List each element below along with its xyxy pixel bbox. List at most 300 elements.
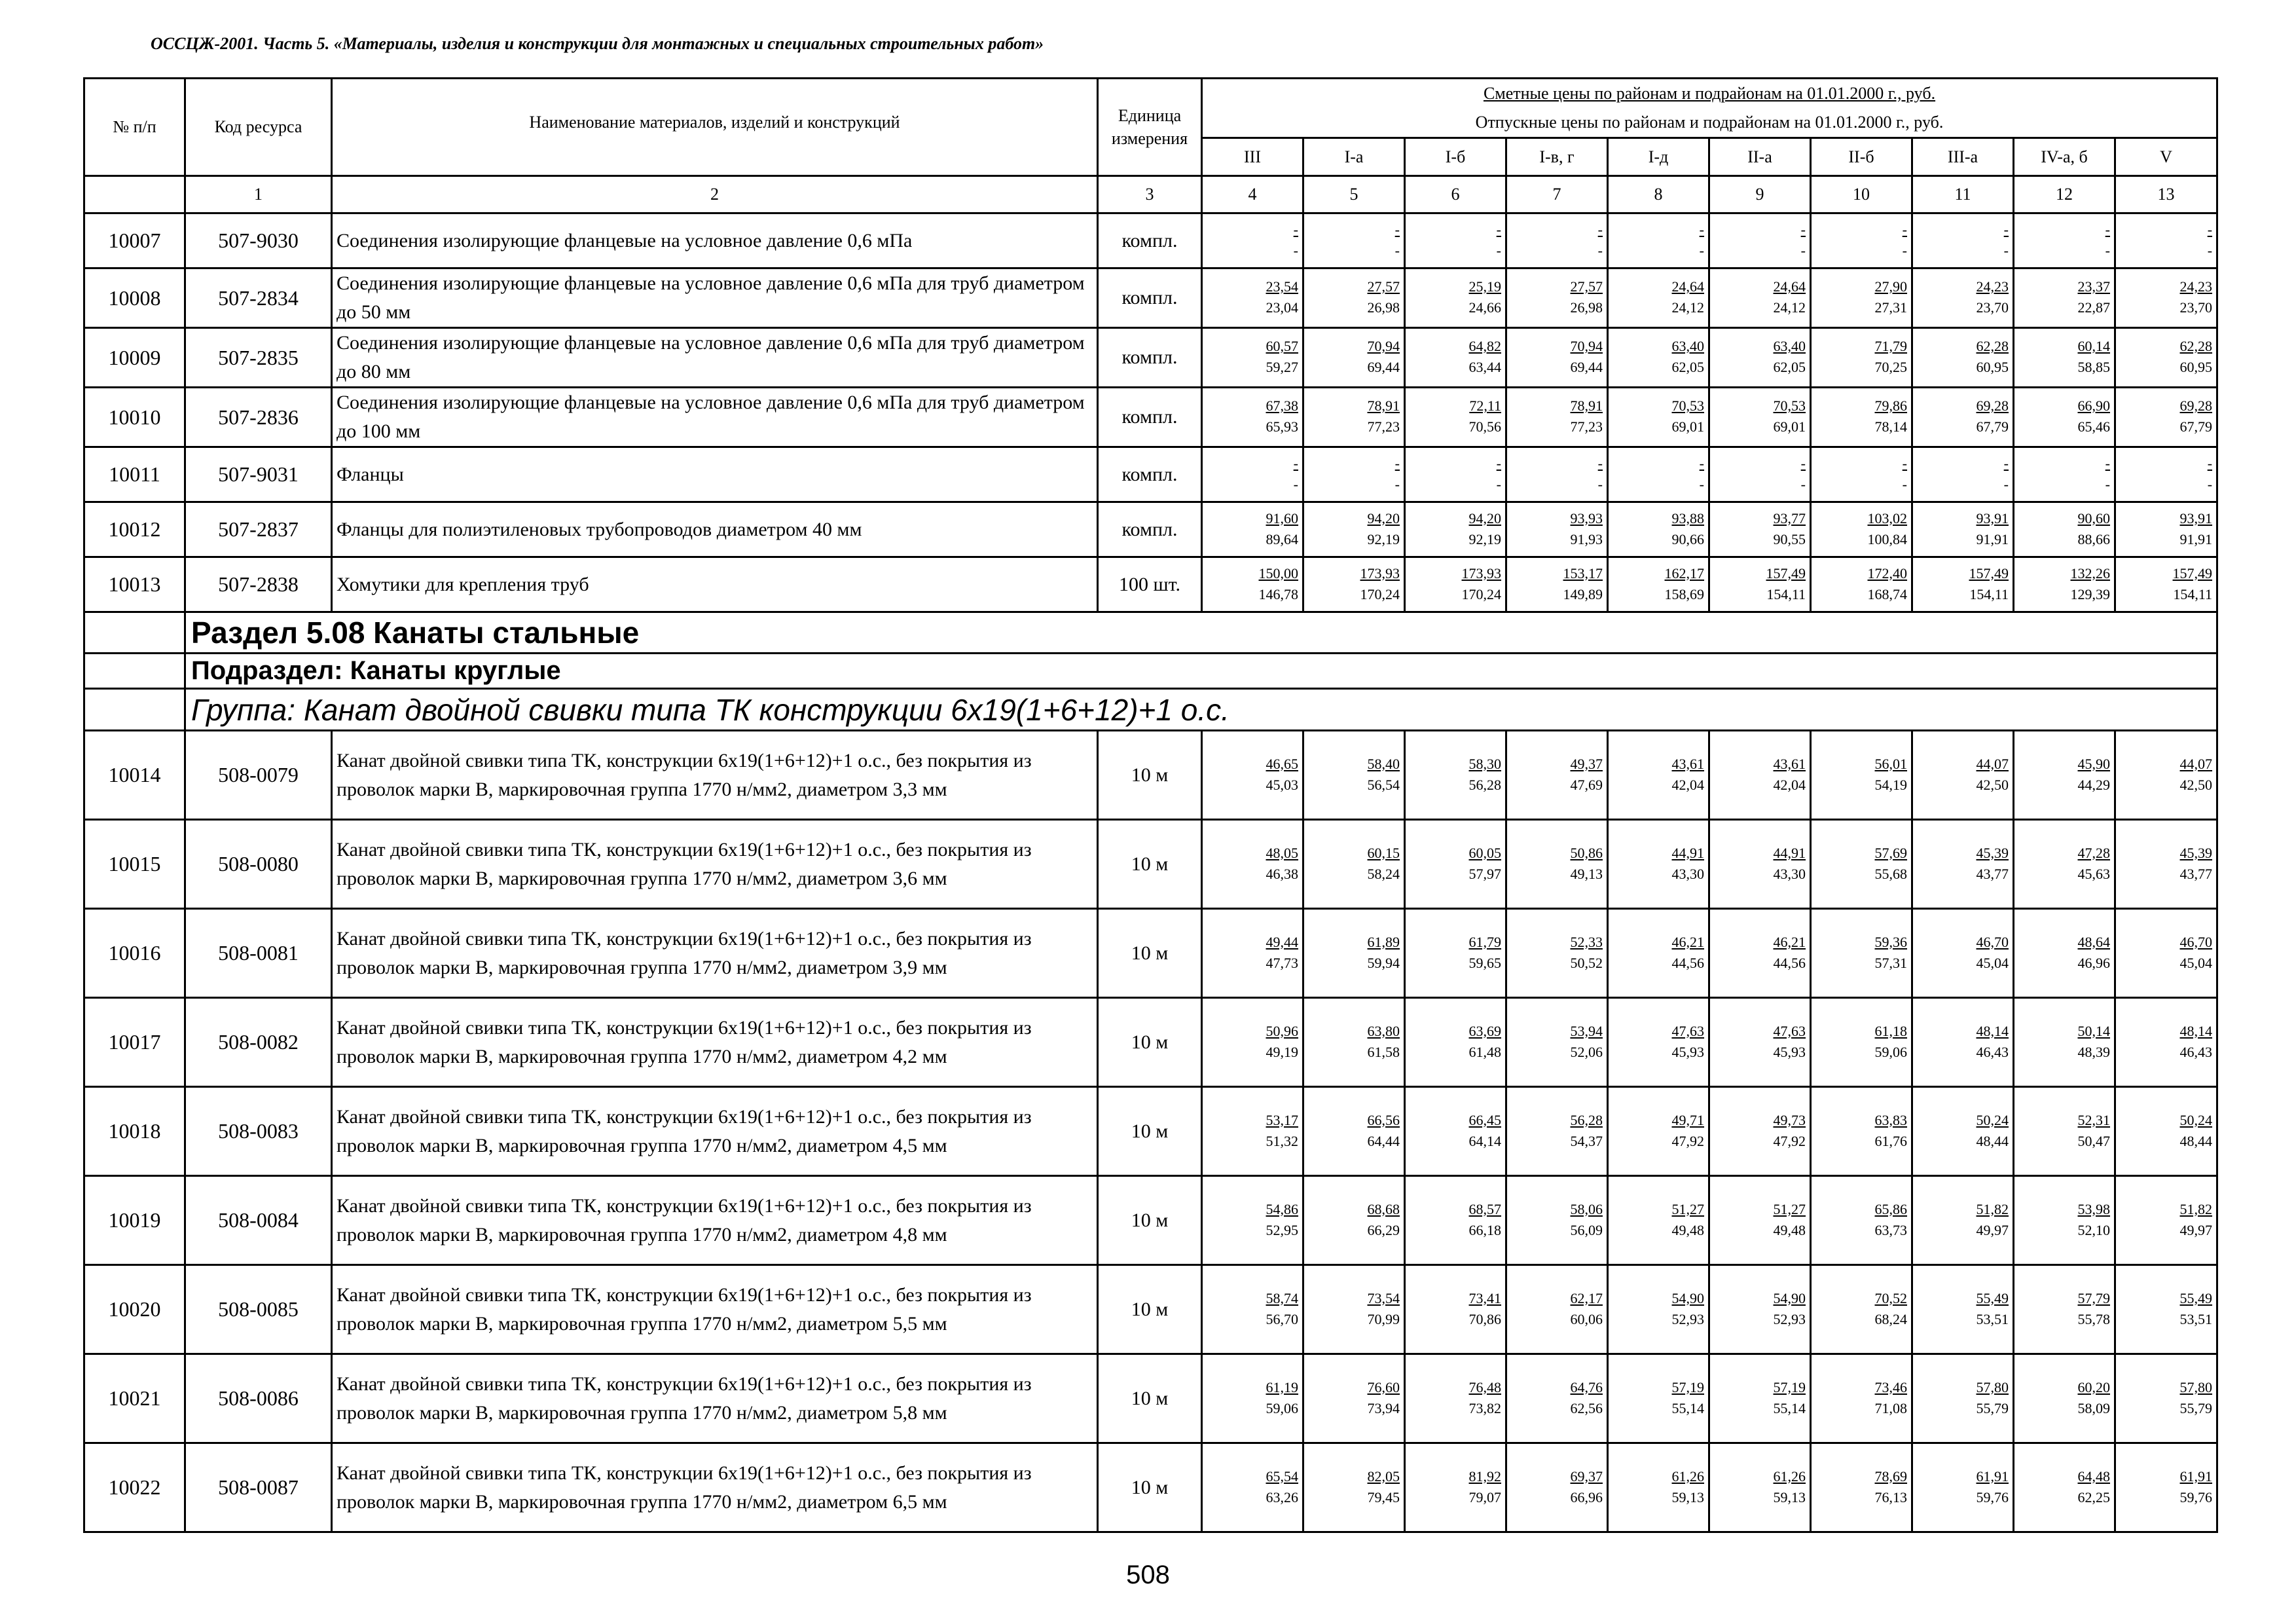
release-price: 70,25 [1874, 359, 1907, 375]
resource-code: 507-2834 [185, 268, 332, 328]
column-number: 5 [1303, 176, 1405, 213]
release-price: 43,77 [2179, 865, 2213, 882]
price-cell [1608, 502, 1709, 557]
release-price: 23,70 [2179, 299, 2213, 316]
release-price: 55,14 [1773, 1399, 1806, 1416]
release-price: 26,98 [1367, 299, 1400, 316]
estimate-price: 132,26 [2070, 564, 2110, 581]
price-cell [2115, 1443, 2217, 1532]
resource-code: 508-0082 [185, 998, 332, 1087]
release-price: - [1597, 475, 1603, 492]
price-cell [1811, 328, 1912, 388]
unit-of-measure: 10 м [1098, 820, 1202, 909]
price-cell [1608, 557, 1709, 612]
price-cell [1202, 268, 1303, 328]
release-price: 49,97 [1976, 1221, 2009, 1238]
release-price: 63,26 [1266, 1488, 1298, 1505]
release-price: 48,39 [2077, 1043, 2110, 1060]
estimate-price: 71,79 [1874, 338, 1907, 354]
release-price: 64,44 [1367, 1132, 1400, 1149]
column-number: 6 [1405, 176, 1506, 213]
estimate-price: 61,18 [1874, 1022, 1907, 1039]
estimate-price: 58,74 [1266, 1289, 1298, 1306]
unit-of-measure: 10 м [1098, 909, 1202, 998]
column-number: 11 [1912, 176, 2014, 213]
material-name: Соединения изолирующие фланцевые на условное давление 0,6 мПа [332, 213, 1098, 268]
price-cell [2014, 213, 2115, 268]
estimate-price: 68,57 [1468, 1200, 1501, 1217]
price-cell [1506, 328, 1608, 388]
release-price: 56,28 [1468, 776, 1501, 793]
price-cell [2115, 1176, 2217, 1265]
release-price: 58,24 [1367, 865, 1400, 882]
estimate-price: 68,68 [1367, 1200, 1400, 1217]
estimate-price: 50,96 [1266, 1022, 1298, 1039]
estimate-price: 157,49 [1766, 564, 1806, 581]
estimate-price: 63,69 [1468, 1022, 1501, 1039]
column-number: 9 [1709, 176, 1811, 213]
price-cell [1709, 1443, 1811, 1532]
release-price: - [1699, 475, 1704, 492]
row-number: 10022 [84, 1443, 185, 1532]
price-cell [2014, 998, 2115, 1087]
resource-code: 507-9031 [185, 447, 332, 502]
unit-of-measure: компл. [1098, 268, 1202, 328]
estimate-price: 64,76 [1570, 1378, 1603, 1395]
resource-code: 507-2837 [185, 502, 332, 557]
release-price: 61,48 [1468, 1043, 1501, 1060]
price-cell [1811, 1443, 1912, 1532]
release-price: 73,94 [1367, 1399, 1400, 1416]
resource-code: 508-0080 [185, 820, 332, 909]
price-cell [1709, 388, 1811, 447]
release-price: 62,25 [2077, 1488, 2110, 1505]
price-cell [1202, 328, 1303, 388]
release-price: - [2003, 475, 2009, 492]
release-price: 67,79 [1976, 418, 2009, 435]
estimate-price: 69,28 [2179, 397, 2213, 414]
release-price: - [1699, 242, 1704, 259]
row-number: 10018 [84, 1087, 185, 1176]
release-price: 55,78 [2077, 1310, 2110, 1327]
region-header: I-в, г [1506, 138, 1608, 176]
estimate-price: - [1496, 454, 1501, 471]
price-cell [1303, 447, 1405, 502]
estimate-price: 49,73 [1773, 1111, 1806, 1128]
release-price: 44,29 [2077, 776, 2110, 793]
release-price: 52,95 [1266, 1221, 1298, 1238]
region-header: I-б [1405, 138, 1506, 176]
release-price: 61,76 [1874, 1132, 1907, 1149]
estimate-price: 153,17 [1563, 564, 1603, 581]
price-cell [1202, 447, 1303, 502]
estimate-price: 64,48 [2077, 1467, 2110, 1485]
header-prices-estimate: Сметные цены по районам и подрайонам на 01.01.2000 г., руб. [1483, 84, 1936, 103]
estimate-price: - [1394, 454, 1400, 471]
resource-code: 507-9030 [185, 213, 332, 268]
release-price: - [2003, 242, 2009, 259]
material-name: Канат двойной свивки типа ТК, конструкции 6х19(1+6+12)+1 о.с., без покрытия из проволок марки В, маркировочная группа 1770 н/мм2, диаметром 3,6 мм [332, 820, 1098, 909]
estimate-price: 61,91 [2179, 1467, 2213, 1485]
column-number: 4 [1202, 176, 1303, 213]
table-row [84, 328, 2217, 388]
material-name: Канат двойной свивки типа ТК, конструкции 6х19(1+6+12)+1 о.с., без покрытия из проволок марки В, маркировочная группа 1770 н/мм2, диаметром 5,5 мм [332, 1265, 1098, 1354]
price-cell [1303, 268, 1405, 328]
price-cell [1405, 1354, 1506, 1443]
estimate-price: 61,79 [1468, 933, 1501, 950]
price-cell [1608, 1265, 1709, 1354]
price-cell [1608, 1443, 1709, 1532]
release-price: 63,73 [1874, 1221, 1907, 1238]
estimate-price: 62,17 [1570, 1289, 1603, 1306]
price-cell [1811, 731, 1912, 820]
release-price: 59,76 [2179, 1488, 2213, 1505]
unit-of-measure: 10 м [1098, 998, 1202, 1087]
estimate-price: 24,64 [1773, 278, 1806, 295]
price-cell [2014, 1443, 2115, 1532]
price-cell [1405, 447, 1506, 502]
resource-code: 508-0084 [185, 1176, 332, 1265]
estimate-price: 79,86 [1874, 397, 1907, 414]
price-cell [1608, 1354, 1709, 1443]
release-price: - [1293, 242, 1298, 259]
price-cell [1303, 909, 1405, 998]
release-price: 79,07 [1468, 1488, 1501, 1505]
table-row [84, 998, 2217, 1087]
estimate-price: 61,26 [1773, 1467, 1806, 1485]
release-price: 26,98 [1570, 299, 1603, 316]
release-price: 91,91 [1976, 530, 2009, 547]
release-price: 65,93 [1266, 418, 1298, 435]
price-cell [1912, 820, 2014, 909]
band-blank-cell [84, 654, 185, 689]
estimate-price: 62,28 [1976, 338, 2009, 354]
release-price: 55,79 [2179, 1399, 2213, 1416]
release-price: 168,74 [1867, 585, 1907, 602]
estimate-price: 54,90 [1773, 1289, 1806, 1306]
price-cell [1303, 1354, 1405, 1443]
material-name: Соединения изолирующие фланцевые на условное давление 0,6 мПа для труб диаметром до 100 мм [332, 388, 1098, 447]
release-price: 58,85 [2077, 359, 2110, 375]
region-header: I-а [1303, 138, 1405, 176]
estimate-price: - [1597, 221, 1603, 238]
estimate-price: 78,91 [1367, 397, 1400, 414]
release-price: 42,04 [1671, 776, 1704, 793]
region-header: II-а [1709, 138, 1811, 176]
row-number: 10012 [84, 502, 185, 557]
estimate-price: 60,15 [1367, 844, 1400, 861]
material-name: Соединения изолирующие фланцевые на условное давление 0,6 мПа для труб диаметром до 50 мм [332, 268, 1098, 328]
release-price: 23,04 [1266, 299, 1298, 316]
estimate-price: 62,28 [2179, 338, 2213, 354]
estimate-price: 45,90 [2077, 755, 2110, 772]
material-name: Канат двойной свивки типа ТК, конструкции 6х19(1+6+12)+1 о.с., без покрытия из проволок марки В, маркировочная группа 1770 н/мм2, диаметром 4,2 мм [332, 998, 1098, 1087]
price-cell [1202, 1087, 1303, 1176]
release-price: 60,95 [1976, 359, 2009, 375]
estimate-price: 65,54 [1266, 1467, 1298, 1485]
price-cell [1709, 909, 1811, 998]
release-price: 170,24 [1461, 585, 1501, 602]
estimate-price: 73,46 [1874, 1378, 1907, 1395]
row-number: 10017 [84, 998, 185, 1087]
estimate-price: - [1394, 221, 1400, 238]
release-price: 63,44 [1468, 359, 1501, 375]
row-number: 10014 [84, 731, 185, 820]
row-number: 10010 [84, 388, 185, 447]
price-cell [1405, 820, 1506, 909]
price-cell [1506, 557, 1608, 612]
release-price: 62,56 [1570, 1399, 1603, 1416]
estimate-price: 24,23 [2179, 278, 2213, 295]
price-cell [1912, 557, 2014, 612]
release-price: 56,54 [1367, 776, 1400, 793]
price-cell [2014, 388, 2115, 447]
price-cell [1405, 1176, 1506, 1265]
release-price: 91,93 [1570, 530, 1603, 547]
table-row [84, 909, 2217, 998]
price-cell [1608, 447, 1709, 502]
estimate-price: 46,21 [1671, 933, 1704, 950]
price-cell [1506, 388, 1608, 447]
material-name: Канат двойной свивки типа ТК, конструкции 6х19(1+6+12)+1 о.с., без покрытия из проволок марки В, маркировочная группа 1770 н/мм2, диаметром 3,3 мм [332, 731, 1098, 820]
release-price: 66,96 [1570, 1488, 1603, 1505]
release-price: 66,18 [1468, 1221, 1501, 1238]
estimate-price: 93,91 [2179, 509, 2213, 526]
estimate-price: 60,20 [2077, 1378, 2110, 1395]
estimate-price: 173,93 [1461, 564, 1501, 581]
release-price: 59,13 [1773, 1488, 1806, 1505]
estimate-price: 43,61 [1671, 755, 1704, 772]
resource-code: 507-2835 [185, 328, 332, 388]
release-price: 100,84 [1867, 530, 1907, 547]
estimate-price: - [1902, 454, 1907, 471]
estimate-price: 57,19 [1773, 1378, 1806, 1395]
release-price: 66,29 [1367, 1221, 1400, 1238]
price-cell [1202, 1443, 1303, 1532]
estimate-price: 61,26 [1671, 1467, 1704, 1485]
price-cell [2014, 1087, 2115, 1176]
column-number: 2 [332, 176, 1098, 213]
price-cell [2014, 328, 2115, 388]
estimate-price: 59,36 [1874, 933, 1907, 950]
material-name: Соединения изолирующие фланцевые на условное давление 0,6 мПа для труб диаметром до 80 мм [332, 328, 1098, 388]
estimate-price: 94,20 [1468, 509, 1501, 526]
price-cell [2014, 1354, 2115, 1443]
estimate-price: - [2207, 221, 2213, 238]
estimate-price: - [1902, 221, 1907, 238]
price-cell [1912, 998, 2014, 1087]
estimate-price: 76,60 [1367, 1378, 1400, 1395]
price-cell [1811, 820, 1912, 909]
price-cell [1405, 731, 1506, 820]
price-cell [1202, 213, 1303, 268]
estimate-price: 67,38 [1266, 397, 1298, 414]
release-price: 50,52 [1570, 954, 1603, 971]
price-cell [2115, 820, 2217, 909]
release-price: 53,51 [1976, 1310, 2009, 1327]
estimate-price: 51,27 [1671, 1200, 1704, 1217]
release-price: 77,23 [1570, 418, 1603, 435]
row-number: 10015 [84, 820, 185, 909]
section-title: Раздел 5.08 Канаты стальные [185, 612, 2217, 654]
price-cell [2115, 1265, 2217, 1354]
release-price: 59,65 [1468, 954, 1501, 971]
price-cell [1303, 1176, 1405, 1265]
price-cell [2115, 213, 2217, 268]
release-price: 46,43 [2179, 1043, 2213, 1060]
region-header: I-д [1608, 138, 1709, 176]
release-price: 76,13 [1874, 1488, 1907, 1505]
estimate-price: 157,49 [1969, 564, 2009, 581]
price-cell [1709, 447, 1811, 502]
unit-of-measure: 10 м [1098, 1354, 1202, 1443]
estimate-price: 47,28 [2077, 844, 2110, 861]
column-number-blank [84, 176, 185, 213]
price-cell [1303, 328, 1405, 388]
price-cell [1912, 328, 2014, 388]
estimate-price: 48,64 [2077, 933, 2110, 950]
release-price: - [2207, 242, 2213, 259]
release-price: - [2105, 242, 2110, 259]
release-price: 154,11 [2173, 585, 2213, 602]
price-cell [2115, 1354, 2217, 1443]
estimate-price: 57,79 [2077, 1289, 2110, 1306]
release-price: 60,95 [2179, 359, 2213, 375]
estimate-price: - [1800, 454, 1806, 471]
estimate-price: 73,41 [1468, 1289, 1501, 1306]
estimate-price: 78,69 [1874, 1467, 1907, 1485]
price-cell [1506, 1443, 1608, 1532]
estimate-price: 50,14 [2077, 1022, 2110, 1039]
release-price: - [1394, 242, 1400, 259]
release-price: 46,96 [2077, 954, 2110, 971]
unit-of-measure: 10 м [1098, 1443, 1202, 1532]
release-price: 24,12 [1671, 299, 1704, 316]
release-price: 62,05 [1773, 359, 1806, 375]
release-price: 64,14 [1468, 1132, 1501, 1149]
release-price: 46,38 [1266, 865, 1298, 882]
estimate-price: 81,92 [1468, 1467, 1501, 1485]
release-price: 45,93 [1773, 1043, 1806, 1060]
price-cell [1709, 1087, 1811, 1176]
release-price: - [1800, 475, 1806, 492]
price-cell [1912, 268, 2014, 328]
resource-code: 508-0087 [185, 1443, 332, 1532]
estimate-price: 53,94 [1570, 1022, 1603, 1039]
price-cell [1506, 213, 1608, 268]
row-number: 10013 [84, 557, 185, 612]
estimate-price: - [2003, 454, 2009, 471]
release-price: 52,93 [1671, 1310, 1704, 1327]
row-number: 10016 [84, 909, 185, 998]
release-price: 23,70 [1976, 299, 2009, 316]
unit-of-measure: компл. [1098, 388, 1202, 447]
release-price: 43,30 [1773, 865, 1806, 882]
price-cell [2014, 502, 2115, 557]
estimate-price: 51,82 [2179, 1200, 2213, 1217]
release-price: 57,31 [1874, 954, 1907, 971]
release-price: 54,37 [1570, 1132, 1603, 1149]
region-header: III [1202, 138, 1303, 176]
estimate-price: 44,91 [1671, 844, 1704, 861]
price-cell [1608, 820, 1709, 909]
estimate-price: 23,54 [1266, 278, 1298, 295]
estimate-price: 58,40 [1367, 755, 1400, 772]
price-cell [1202, 998, 1303, 1087]
estimate-price: 47,63 [1773, 1022, 1806, 1039]
estimate-price: 47,63 [1671, 1022, 1704, 1039]
group-title-row [84, 689, 2217, 731]
unit-of-measure: 10 м [1098, 1087, 1202, 1176]
estimate-price: 27,57 [1367, 278, 1400, 295]
price-cell [1709, 731, 1811, 820]
price-cell [1912, 1176, 2014, 1265]
resource-code: 508-0079 [185, 731, 332, 820]
release-price: 45,04 [1976, 954, 2009, 971]
release-price: 73,82 [1468, 1399, 1501, 1416]
price-cell [1506, 1354, 1608, 1443]
price-cell [1912, 388, 2014, 447]
estimate-price: 52,33 [1570, 933, 1603, 950]
release-price: 56,09 [1570, 1221, 1603, 1238]
estimate-price: 55,49 [2179, 1289, 2213, 1306]
material-name: Канат двойной свивки типа ТК, конструкции 6х19(1+6+12)+1 о.с., без покрытия из проволок марки В, маркировочная группа 1770 н/мм2, диаметром 3,9 мм [332, 909, 1098, 998]
group-title: Группа: Канат двойной свивки типа ТК конструкции 6х19(1+6+12)+1 о.с. [185, 689, 2217, 731]
release-price: 47,92 [1671, 1132, 1704, 1149]
estimate-price: 54,90 [1671, 1289, 1704, 1306]
band-blank-cell [84, 612, 185, 654]
release-price: 47,73 [1266, 954, 1298, 971]
release-price: 59,13 [1671, 1488, 1704, 1505]
estimate-price: 58,30 [1468, 755, 1501, 772]
release-price: 45,93 [1671, 1043, 1704, 1060]
estimate-price: 25,19 [1468, 278, 1501, 295]
header-no: № п/п [84, 79, 185, 176]
price-cell [1506, 268, 1608, 328]
price-cell [1405, 502, 1506, 557]
price-cell [1912, 502, 2014, 557]
release-price: 60,06 [1570, 1310, 1603, 1327]
estimate-price: 173,93 [1360, 564, 1400, 581]
price-cell [1811, 1087, 1912, 1176]
estimate-price: 49,37 [1570, 755, 1603, 772]
estimate-price: 103,02 [1867, 509, 1907, 526]
estimate-price: 93,91 [1976, 509, 2009, 526]
price-cell [2014, 731, 2115, 820]
row-number: 10008 [84, 268, 185, 328]
material-name: Хомутики для крепления труб [332, 557, 1098, 612]
release-price: - [1902, 475, 1907, 492]
release-price: 69,44 [1570, 359, 1603, 375]
price-cell [1811, 502, 1912, 557]
estimate-price: 49,44 [1266, 933, 1298, 950]
price-cell [1709, 1176, 1811, 1265]
release-price: 27,31 [1874, 299, 1907, 316]
estimate-price: 48,14 [1976, 1022, 2009, 1039]
estimate-price: 73,54 [1367, 1289, 1400, 1306]
estimate-price: 50,24 [2179, 1111, 2213, 1128]
price-cell [1608, 731, 1709, 820]
estimate-price: 70,53 [1671, 397, 1704, 414]
price-cell [2115, 557, 2217, 612]
unit-of-measure: компл. [1098, 447, 1202, 502]
estimate-price: 91,60 [1266, 509, 1298, 526]
estimate-price: 49,71 [1671, 1111, 1704, 1128]
price-cell [1303, 1265, 1405, 1354]
estimate-price: 78,91 [1570, 397, 1603, 414]
release-price: 42,04 [1773, 776, 1806, 793]
release-price: 24,12 [1773, 299, 1806, 316]
